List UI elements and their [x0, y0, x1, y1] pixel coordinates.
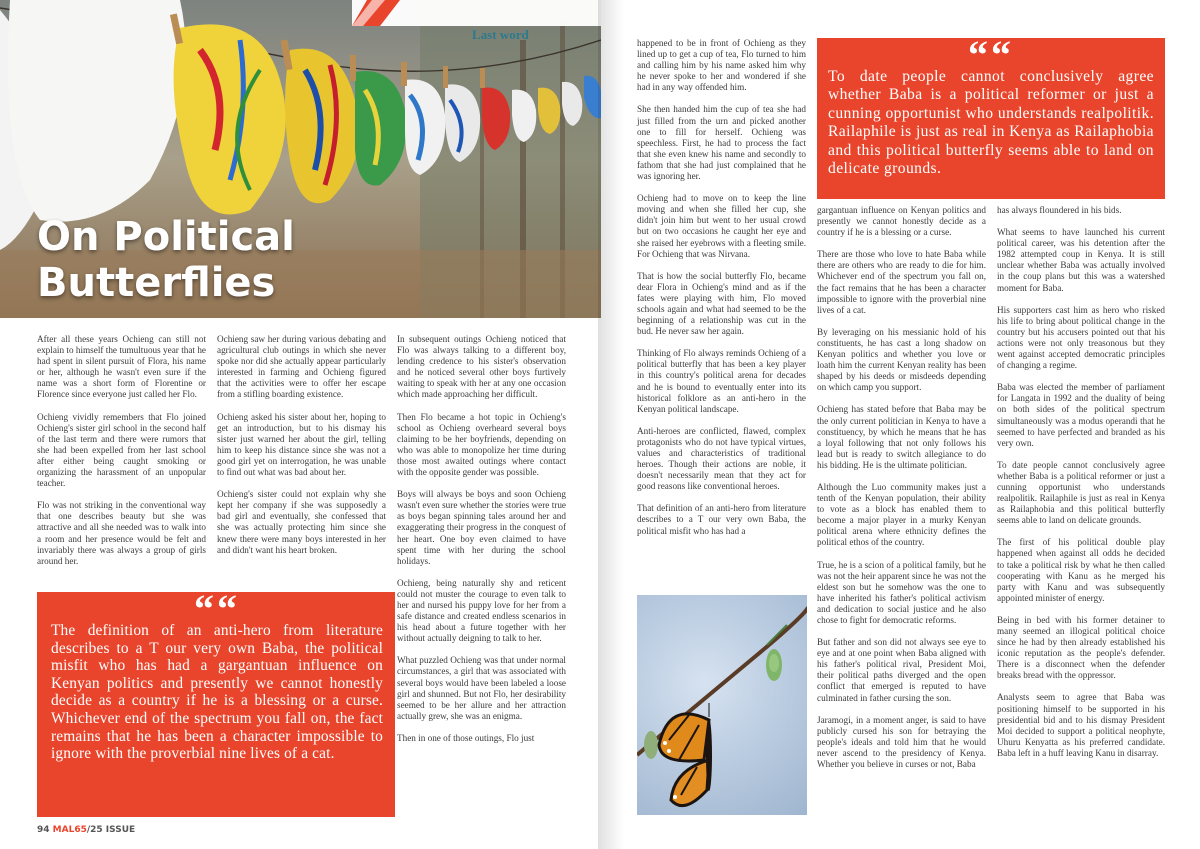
paragraph: What seems to have launched his current political career, was his detention after the 1982 attempted coup in Kenya. It is still unclear whether Baba was actually involved in the coup plans but this was a watershed moment for Baba. — [997, 227, 1165, 293]
paragraph: Ochieng saw her during various debating and agricultural club outings in which she never spoke nor did she actually appear particularly interested in farming and Ochieng figured that the activities were to offer her escape from a stifling boarding existence. — [217, 334, 386, 400]
butterfly-illustration — [637, 595, 807, 815]
paragraph: Thinking of Flo always reminds Ochieng of a political butterfly that has been a key player in this country's political arena for decades and he is bound to eventually enter into its historical folklore as an anti-hero in the Kenyan political landscape. — [637, 348, 806, 414]
paragraph: Ochieng's sister could not explain why she kept her company if she was supposedly a bad girl and eventually, she confessed that she was actually protecting him since she knew there were many boys interested in her and didn't want his heart broken. — [217, 489, 386, 555]
paragraph: Flo was not striking in the conventional way that one describes beauty but she was attractive and all she needed was to walk into a room and her presence would be felt and invariably there was always a group of girls around her. — [37, 500, 206, 566]
paragraph: Baba was elected the member of parliament for Langata in 1992 and the duality of being on both sides of the political spectrum simultaneously was a modus operandi that he seemed to have perfected and branded as his very own. — [997, 382, 1165, 448]
pull-quote-left — [37, 586, 395, 817]
paragraph: Being in bed with his former detainer to many seemed an illogical political choice since he had by then already established his iconic reputation as the people's defender. There is a disconnect when the defender breaks bread with the oppressor. — [997, 614, 1165, 681]
pull-quote-text: The definition of an anti-hero from literature describes to a T our very own Baba, the political misfit who has had a gargantuan influence on Kenyan politics and presently we cannot honestly decide as a country if he is a blessing or a curse. Whichever end of the spectrum you fall on, the fact remains that he has been a character impossible to ignore with the proverbial nine lives of a cat. — [51, 622, 383, 763]
title-line-1: On Political — [37, 214, 295, 260]
paragraph: By leveraging on his messianic hold of his constituents, he has cast a long shadow on Kenyan politics and whether you love or loath him the current Kenyan reality has been shaped by his deeds or misdeeds depending on which camp you support. — [817, 326, 986, 393]
paragraph: happened to be in front of Ochieng as they lined up to get a cup of tea, Flo turned to him and calling him by his name asked him why he never spoke to her and wondered if she had in any way offended him. — [637, 38, 806, 93]
title-line-2: Butterflies — [37, 260, 276, 306]
body-column-3 — [397, 334, 566, 755]
paragraph: Ochieng asked his sister about her, hoping to get an introduction, but to his dismay his sister just warned her about the girl, telling him to keep his distance since she was not a good girl yet on interrogation, he was unable to find out what was bad about her. — [217, 411, 386, 478]
paragraph: His supporters cast him as hero who risked his life to bring about political change in the country but his accusers pointed out that his actions were not only treasonous but they went against accepted democratic principles of changing a regime. — [997, 304, 1165, 371]
body-column-4 — [637, 38, 806, 548]
section-label: Last word — [472, 27, 529, 42]
paragraph: Although the Luo community makes just a tenth of the Kenyan population, their ability to vote as a block has enabled them to become a major player in a murky Kenyan political arena where ethnicity defines the political ethos of the country. — [817, 481, 986, 548]
paragraph: There are those who love to hate Baba while there are others who are ready to die for him. Whichever end of the spectrum you fall on, the fact remains that he has been a character impossible to ignore with the proverbial nine lives of a cat. — [817, 249, 986, 315]
paragraph: Anti-heroes are conflicted, flawed, complex protagonists who do not have typical virtues, values and characteristics of traditional heroes. Though their actions are noble, it doesn't necessarily mean that they act for good reasons like conventional heroes. — [637, 425, 806, 492]
paragraph: Then in one of those outings, Flo just — [397, 732, 535, 743]
paragraph: Boys will always be boys and soon Ochieng wasn't even sure whether the stories were true as boys began spinning tales around her and exaggerating their progress in the conquest of her heart. One boy even claimed to have spent time with her during the school holidays. — [397, 489, 566, 566]
paragraph: Then Flo became a hot topic in Ochieng's school as Ochieng overheard several boys claiming to be her boyfriends, depending on who was able to monopolize her time during those most awaited outings where contact with the opposite gender was possible. — [397, 411, 566, 478]
paragraph: What puzzled Ochieng was that under normal circumstances, a girl that was associated with several boys would have been labeled a loose girl and shunned. But not Flo, her desirability seemed to be her allure and her attraction actually grew, she was an enigma. — [397, 655, 566, 721]
paragraph: She then handed him the cup of tea she had just filled from the urn and picked another one to fill for herself. Ochieng was speechless. First, he had to process the fact that she even knew his name and secondly to fathom that she had just complained that he was ignoring her. — [637, 104, 806, 182]
pull-quote-right — [817, 32, 1165, 199]
page-fold-shadow — [598, 0, 624, 849]
paragraph: gargantuan influence on Kenyan politics and presently we cannot honestly decide as a country if he is a blessing or a curse. — [817, 205, 986, 238]
paragraph: That definition of an anti-hero from literature describes to a T our very own Baba, the political misfit who has had a — [637, 503, 806, 536]
paragraph: In subsequent outings Ochieng noticed that Flo was always talking to a different boy, lending credence to his sister's observation and he noticed several other boys furtively waiting to speak with her at any one occasion which made approaching her difficult. — [397, 334, 566, 400]
paragraph: That is how the social butterfly Flo, became dear Flora in Ochieng's mind and as if the fates were playing with him, Flo moved schools again and what had seemed to be the beginning of a relationship was cut in the bud. He never saw her again. — [637, 270, 806, 337]
paragraph: After all these years Ochieng can still not explain to himself the tumultuous year that he had spent in silent pursuit of Flora, his name or her, although he wasn't even sure if the name was a short form of Florentine or Florence since everyone just called her Flo. — [37, 334, 206, 400]
body-column-6 — [997, 205, 1165, 770]
article-title — [37, 214, 295, 306]
issue-number: /25 ISSUE — [86, 825, 136, 835]
paragraph: True, he is a scion of a political family, but he was not the heir apparent since he was not the eldest son but he somehow was the one to have inherited his father's political activism and dedication to social justice and he also chose to fight for democratic reforms. — [817, 559, 986, 625]
paragraph: But father and son did not always see eye to eye and at one point when Baba aligned with his father's political rival, President Moi, their political paths diverged and the open conflict that emerged is reputed to have culminated in father cursing the son. — [817, 637, 986, 703]
paragraph: Ochieng, being naturally shy and reticent could not muster the courage to even talk to her and nursed his puppy love for her from a safe distance and created endless scenarios in his head about a future together with her without actually deigning to talk to her. — [397, 577, 566, 644]
body-column-1 — [37, 334, 206, 578]
paragraph: Ochieng has stated before that Baba may be the only current politician in Kenya to have a constituency, by which he means that he has a loyal following that not only follows his lead but is ready to switch allegiance to do his bidding. He is the ultimate politician. — [817, 404, 986, 470]
paragraph: To date people cannot conclusively agree whether Baba is a political reformer or just a cunning opportunist who understands realpolitik. Railaphile is just as real in Kenya as Railaphobia and this political butterfly seems able to land on delicate grounds. — [997, 459, 1165, 526]
body-column-2 — [217, 334, 386, 567]
butterfly-photo — [637, 595, 807, 815]
paragraph: Ochieng had to move on to keep the line moving and when she filled her cup, she didn't join him but went to her usual crowd but on two occasions he caught her eye and she raised her eyebrows with a fleeting smile. For Ochieng that was Nirvana. — [637, 193, 806, 259]
page-footer — [37, 825, 135, 835]
paragraph: Ochieng vividly remembers that Flo joined Ochieng's sister girl school in the second half of the last term and there were rumors that she had been expelled from her last school after either being caught smoking or organizing the harassment of an unpopular teacher. — [37, 411, 206, 489]
magazine-brand: MAL65 — [52, 825, 87, 835]
paragraph: Analysts seem to agree that Baba was positioning himself to be supported in his presidential bid and to his dismay President Moi decided to support a political neophyte, Uhuru Kenyatta as his preferred candidate. Baba left in a huff leaving Kanu in disarray. — [997, 692, 1165, 758]
body-column-5 — [817, 205, 986, 781]
quote-mark-icon: ““ — [968, 32, 1014, 77]
paragraph: Jaramogi, in a moment anger, is said to have publicly cursed his son for betraying the people's ideals and told him that he would never ascend to the presidency of Kenya. Whether you believe in curses or not, Baba — [817, 714, 986, 770]
pull-quote-text: To date people cannot conclusively agree whether Baba is a political reformer or just a cunning opportunist who understands realpolitik. Railaphile is just as real in Kenya as Railaphobia and this political butterfly seems able to land on delicate grounds. — [828, 68, 1154, 178]
paragraph: The first of his political double play happened when against all odds he decided to take a political risk by what he then called cooperating with Kanu as he merged his party with Kanu and was subsequently appointed minister of energy. — [997, 537, 1165, 603]
page-number: 94 — [37, 825, 50, 835]
paragraph: has always floundered in his bids. — [997, 205, 1122, 215]
quote-mark-icon: ““ — [194, 586, 240, 631]
